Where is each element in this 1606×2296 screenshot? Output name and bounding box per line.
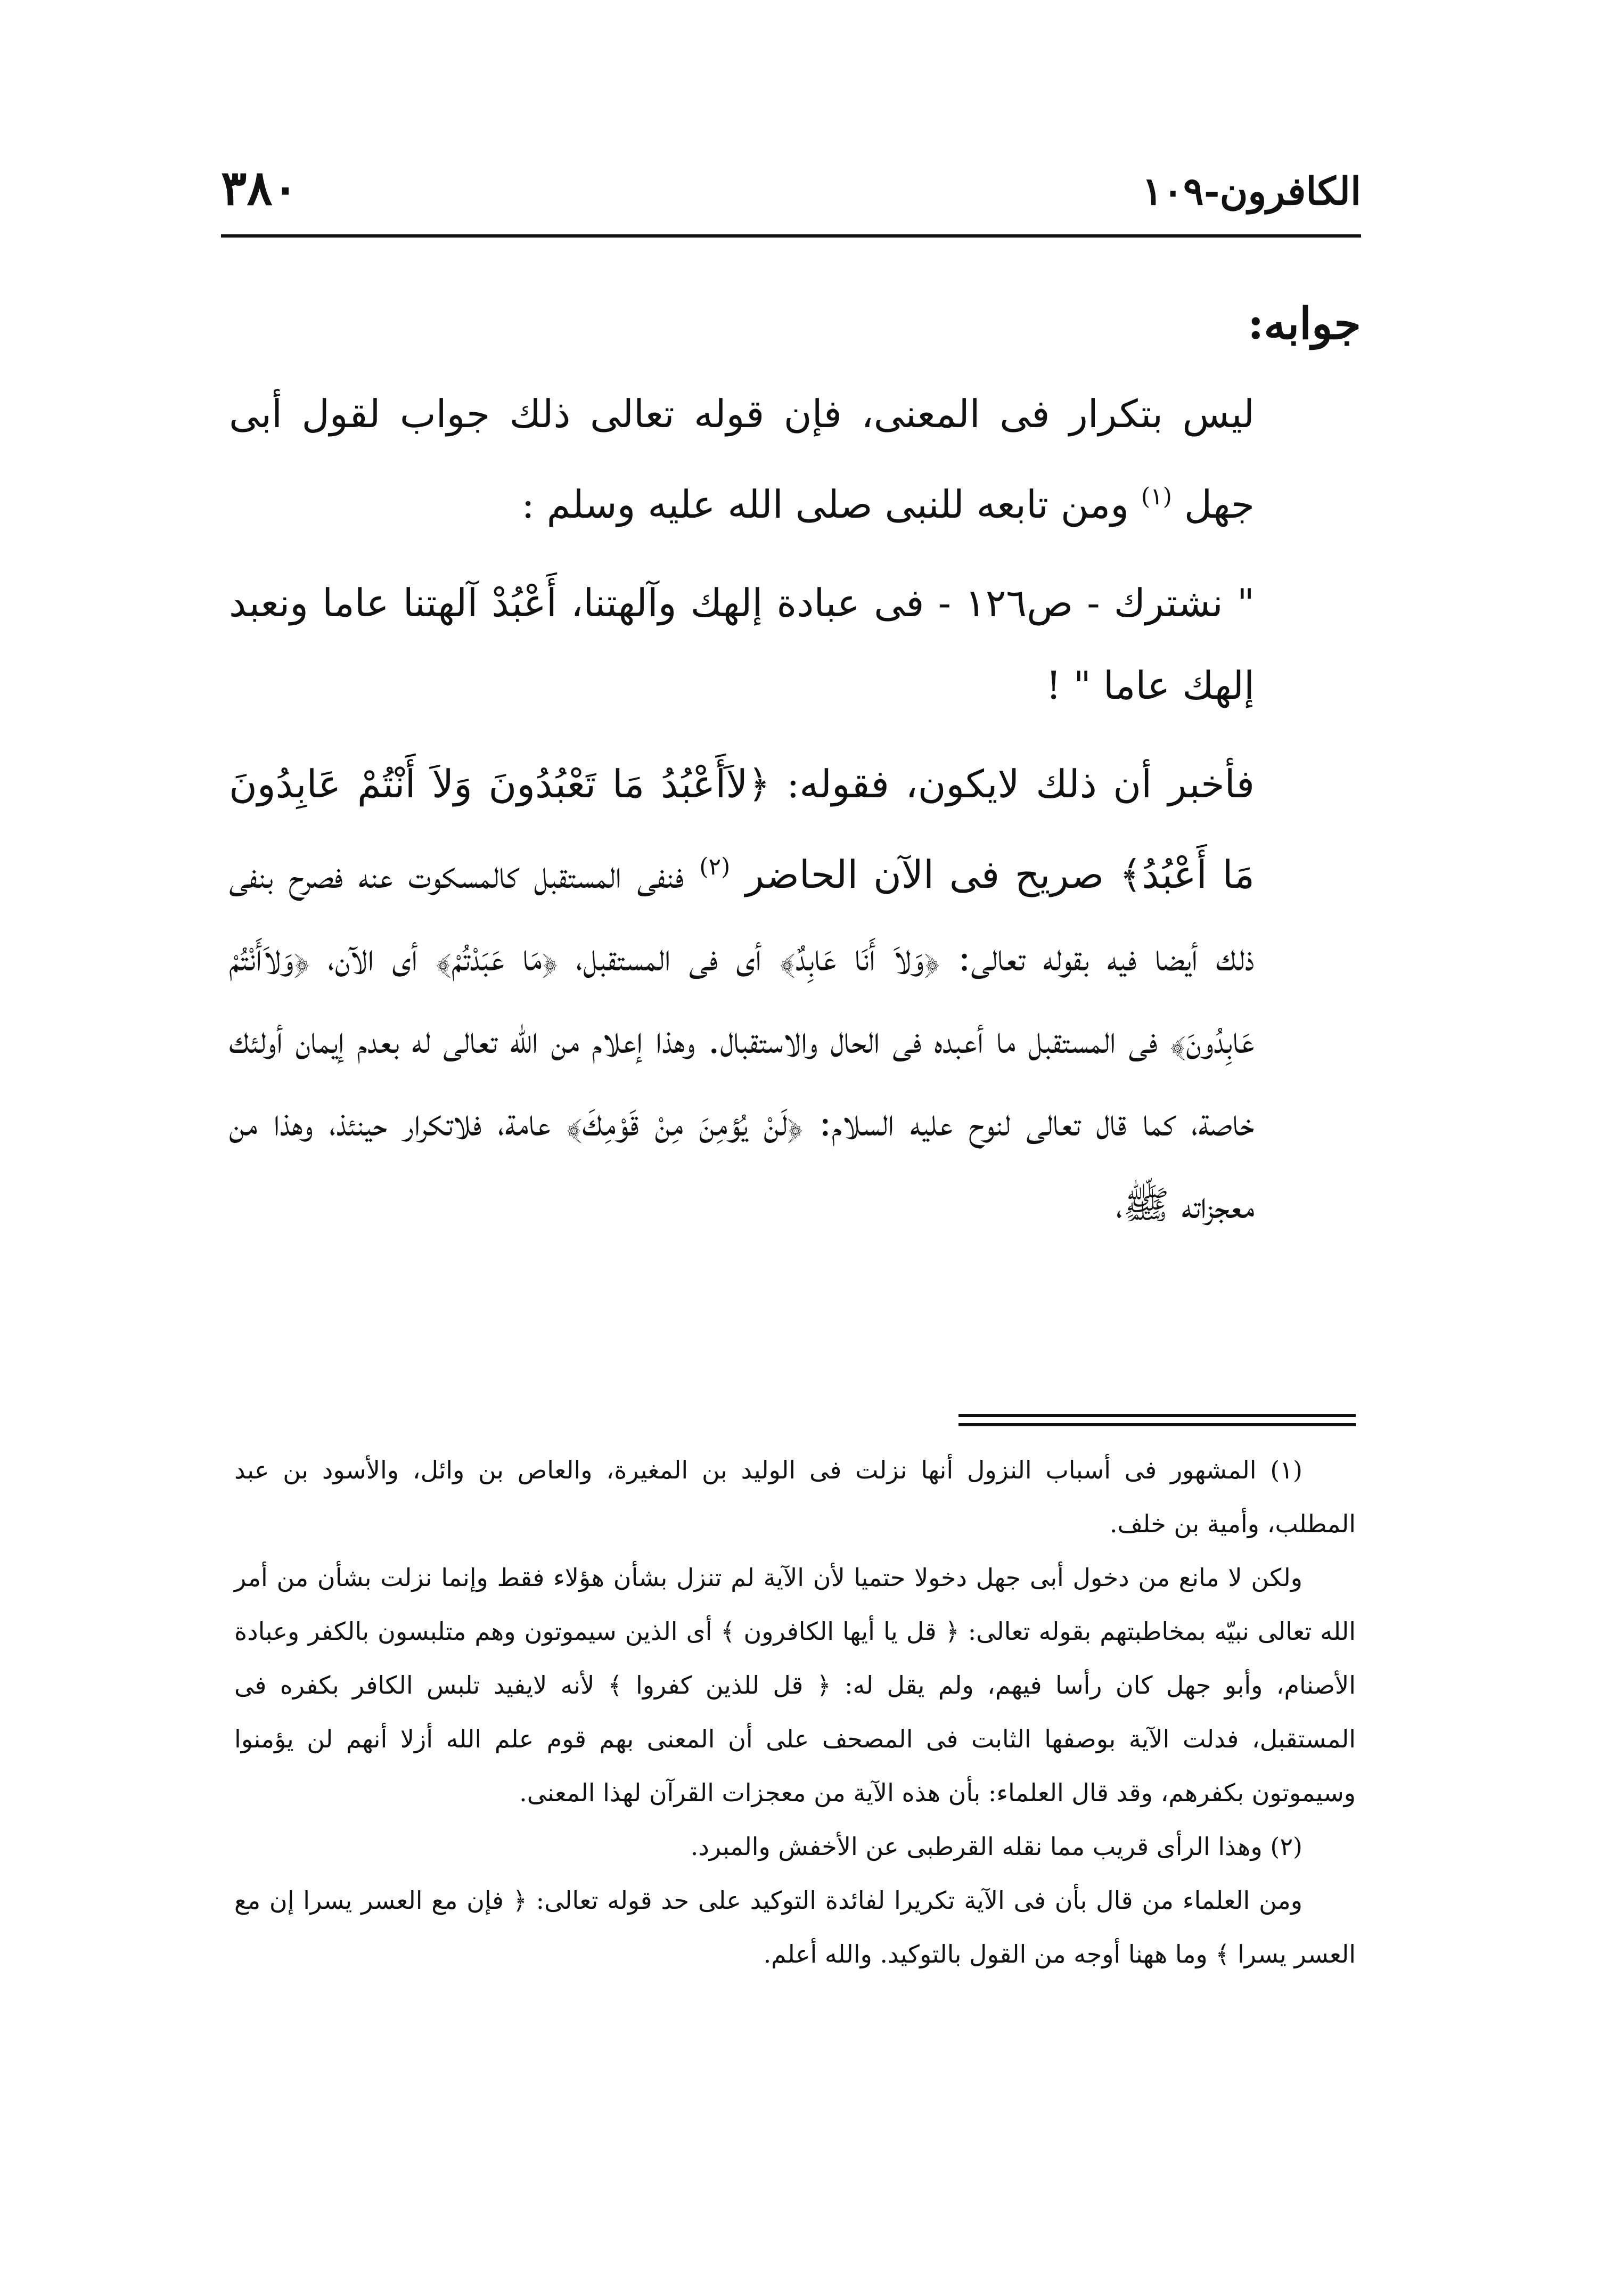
- paragraph-text: ومن تابعه للنبى صلى الله عليه وسلم :: [521, 482, 1129, 527]
- main-text: [229, 373, 1255, 1262]
- footnote-2: (٢) وهذا الرأى قريب مما نقله القرطبى عن الأخفش والمبرد.: [690, 1832, 1302, 1861]
- footnote-1-continued: ولكن لا مانع من دخول أبى جهل دخولا حتميا لأن الآية لم تنزل بشأن هؤلاء فقط وإنما نزلت بشأن من أمر الله تعالى نبيّه بمخاطبتهم بقوله تعالى: ﴿ قل يا أيها الكافرون ﴾ أى الذين سيموتون وهم متلبسون بالكفر وعبادة الأصنام، وأبو جهل كان رأسا فيهم، ولم يقل له: ﴿ قل للذين كفروا ﴾ لأنه لايفيد تلبس الكافر بكفره فى المستقبل، فدلت الآية بوصفها الثابت فى المصحف على أن المعنى بهم قوم علم الله أزلا أنهم لن يؤمنوا وسيموتون بكفرهم، وقد قال العلماء: بأن هذه الآية من معجزات القرآن لهذا المعنى.: [234, 1563, 1356, 1807]
- footnote-ref: (١): [1141, 483, 1172, 510]
- answer-heading: جوابه:: [1248, 298, 1361, 349]
- footnotes: [234, 1443, 1356, 1981]
- paragraph: [229, 743, 1255, 1246]
- footnote-rule: [958, 1414, 1356, 1417]
- surah-title: الكافرون-١٠٩: [1142, 168, 1361, 214]
- footnote-1: (١) المشهور فى أسباب النزول أنها نزلت فى الوليد بن المغيرة، والعاص بن وائل، والأسود بن عبد المطلب، وأمية بن خلف.: [234, 1456, 1356, 1538]
- paragraph: [229, 373, 1255, 546]
- running-header: [221, 160, 1361, 216]
- paragraph-text: فأخبر أن ذلك لايكون، فقوله: ﴿لاَأَعْبُدُ مَا تَعْبُدُونَ وَلاَ أَنْتُمْ عَابِدُونَ مَا أَعْبُدُ﴾ صريح فى الآن الحاضر: [229, 762, 1255, 897]
- paragraph-text: ليس بتكرار فى المعنى، فإن قوله تعالى ذلك جواب لقول أبى جهل: [229, 391, 1255, 527]
- quote-paragraph: " نشترك - ص١٢٦ - فى عبادة إلهك وآلهتنا، أَعْبُدْ آلهتنا عاما ونعبد إلهك عاما " !: [229, 581, 1255, 708]
- footnote-2-continued: ومن العلماء من قال بأن فى الآية تكريرا لفائدة التوكيد على حد قوله تعالى: ﴿ فإن مع العسر يسرا إن مع العسر يسرا ﴾ وما ههنا أوجه من القول بالتوكيد. والله أعلم.: [234, 1886, 1356, 1968]
- page-number: ٣٨٠: [221, 160, 299, 216]
- footnote-ref: (٢): [699, 853, 731, 880]
- footnote-rule: [958, 1423, 1356, 1426]
- paragraph-text: فنفى المستقبل كالمسكوت عنه فصرح بنفى ذلك أيضا فيه بقوله تعالى: ﴿وَلاَ أَنَا عَابِدٌ﴾ أى فى المستقبل، ﴿مَا عَبَدْتُمْ﴾ أى الآن، ﴿وَلاَأَنْتُمْ عَابِدُونَ﴾ فى المستقبل ما أعبده فى الحال والاستقبال. وهذا إعلام من الله تعالى له بعدم إيمان أولئك خاصة، كما قال تعالى لنوح عليه السلام: ﴿لَنْ يُؤمِنَ مِنْ قَوْمِكَ﴾ عامة، فلاتكرار حينئذ، وهذا من معجزاته ﷺ،: [229, 852, 1255, 1227]
- header-rule: [221, 234, 1361, 238]
